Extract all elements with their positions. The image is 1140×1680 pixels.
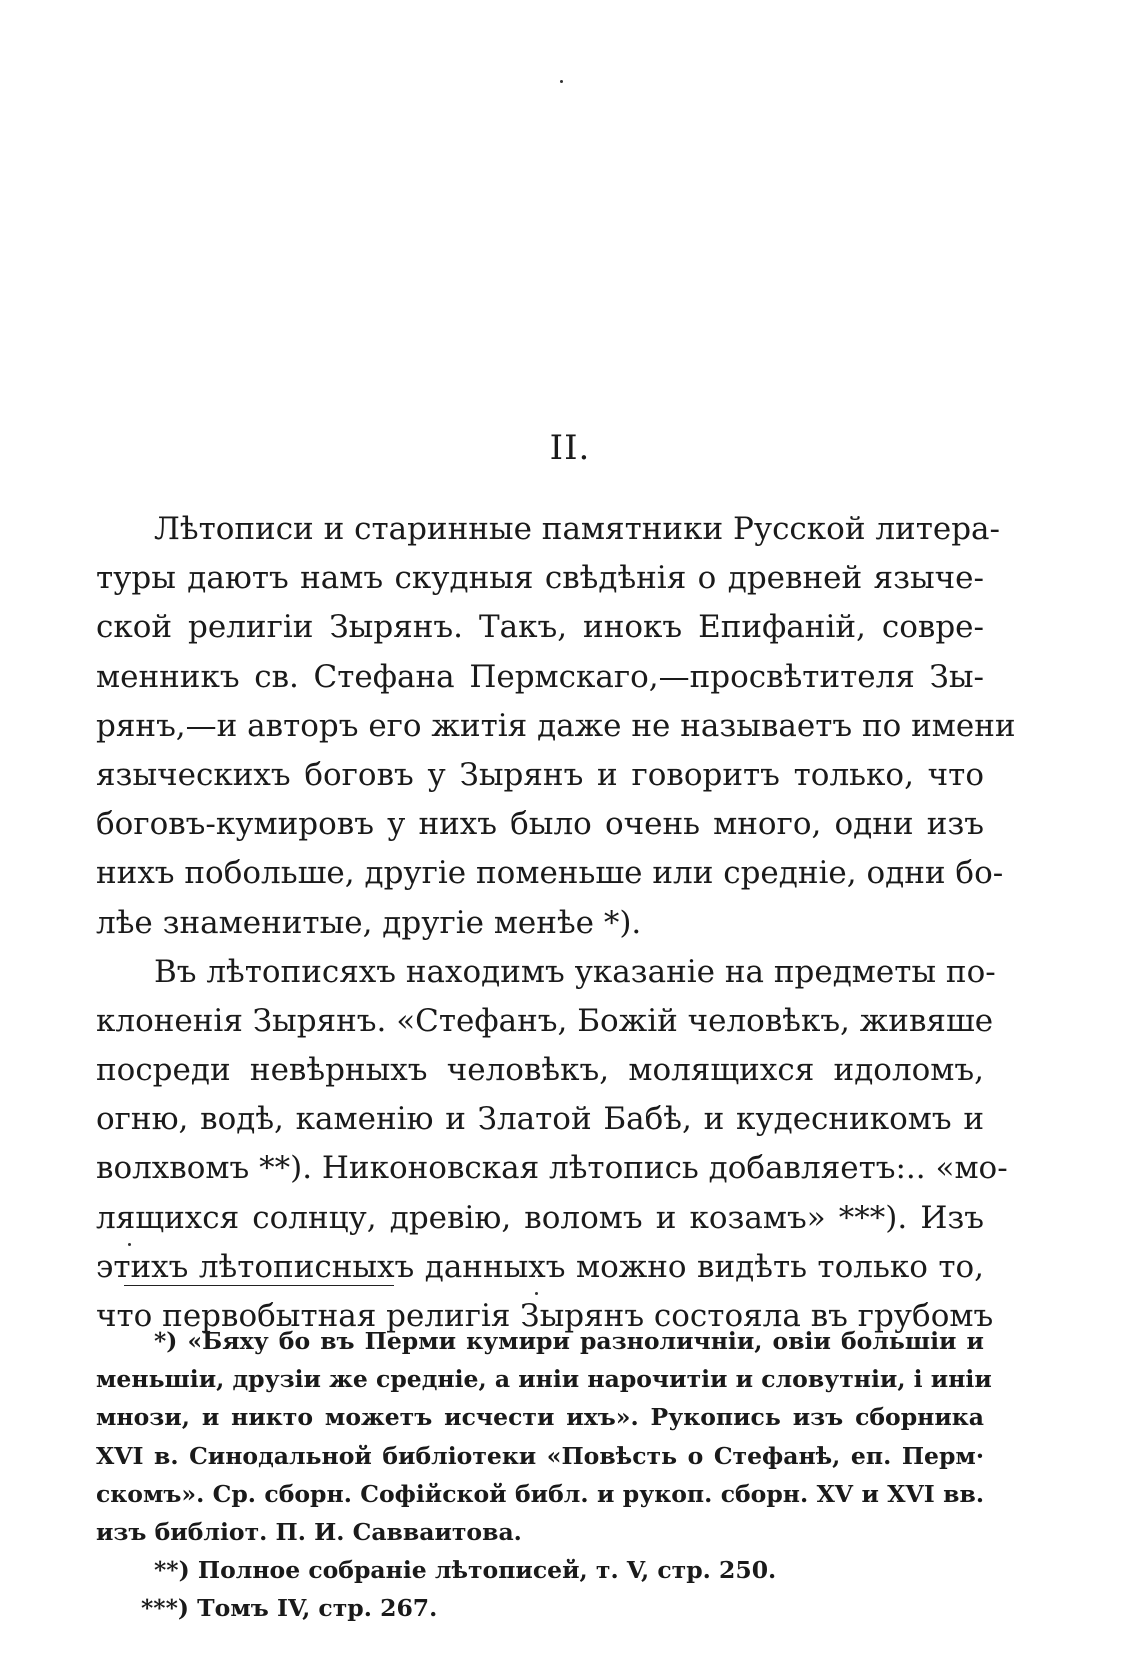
body-line: лящихся солнцу, древію, воломъ и козамъ» ***). Изъ — [96, 1199, 984, 1236]
body-line: что первобытная религія Зырянъ состояла въ грубомъ — [96, 1298, 994, 1334]
page-speck — [535, 1292, 538, 1295]
body-line: огню, водѣ, каменію и Златой Бабѣ, и кудесникомъ и — [96, 1101, 984, 1138]
footnote-line: *) «Бяху бо въ Перми кумири разноличніи, овіи большіи и — [154, 1327, 984, 1355]
body-line: рянъ,—и авторъ его житія даже не называетъ по имени — [96, 707, 1016, 744]
body-line: туры даютъ намъ скудныя свѣдѣнія о древней языче- — [96, 560, 984, 597]
body-line: Въ лѣтописяхъ находимъ указаніе на предметы по- — [154, 953, 996, 990]
page-speck — [128, 1243, 131, 1246]
body-line: посреди невѣрныхъ человѣкъ, молящихся идоломъ, — [96, 1052, 984, 1089]
footnote-line: изъ библіот. П. И. Савваитова. — [96, 1517, 522, 1546]
footnotes — [96, 1322, 992, 1628]
footnote-line: XVI в. Синодальной библіотеки «Повѣсть о Стефанѣ, еп. Перм· — [96, 1441, 984, 1470]
body-text — [96, 505, 1016, 1341]
body-line: клоненія Зырянъ. «Стефанъ, Божій человѣкъ, живяше — [96, 1002, 994, 1039]
footnote-line: скомъ». Ср. сборн. Софійской библ. и рукоп. сборн. XV и XVI вв. — [96, 1479, 984, 1508]
body-line: лѣе знаменитые, другіе менѣе *). — [96, 904, 642, 941]
footnote-separator — [124, 1285, 394, 1286]
body-line: этихъ лѣтописныхъ данныхъ можно видѣть только то, — [96, 1248, 984, 1285]
footnote-line: ***) Томъ IV, стр. 267. — [141, 1594, 438, 1623]
footnote-line: меньшіи, друзіи же средніе, а иніи нарочитіи и словутніи, і иніи — [96, 1365, 992, 1394]
body-line: нихъ побольше, другіе поменьше или средніе, одни бо- — [96, 855, 1004, 892]
body-line: языческихъ боговъ у Зырянъ и говоритъ только, что — [96, 756, 984, 793]
page-speck — [560, 80, 563, 83]
footnote-line: **) Полное собраніе лѣтописей, т. V, стр. 250. — [154, 1556, 777, 1585]
body-line: ской религіи Зырянъ. Такъ, инокъ Епифаній, совре- — [96, 609, 984, 646]
body-line: Лѣтописи и старинные памятники Русской литера- — [154, 511, 1000, 547]
body-line: менникъ св. Стефана Пермскаго,—просвѣтителя Зы- — [96, 658, 984, 695]
footnote-line: мнози, и никто можетъ исчести ихъ». Рукопись изъ сборника — [96, 1403, 984, 1432]
body-line: волхвомъ **). Никоновская лѣтопись добавляетъ:.. «мо- — [96, 1150, 1008, 1187]
body-line: боговъ-кумировъ у нихъ было очень много, одни изъ — [96, 806, 984, 843]
chapter-number: II. — [549, 428, 591, 468]
